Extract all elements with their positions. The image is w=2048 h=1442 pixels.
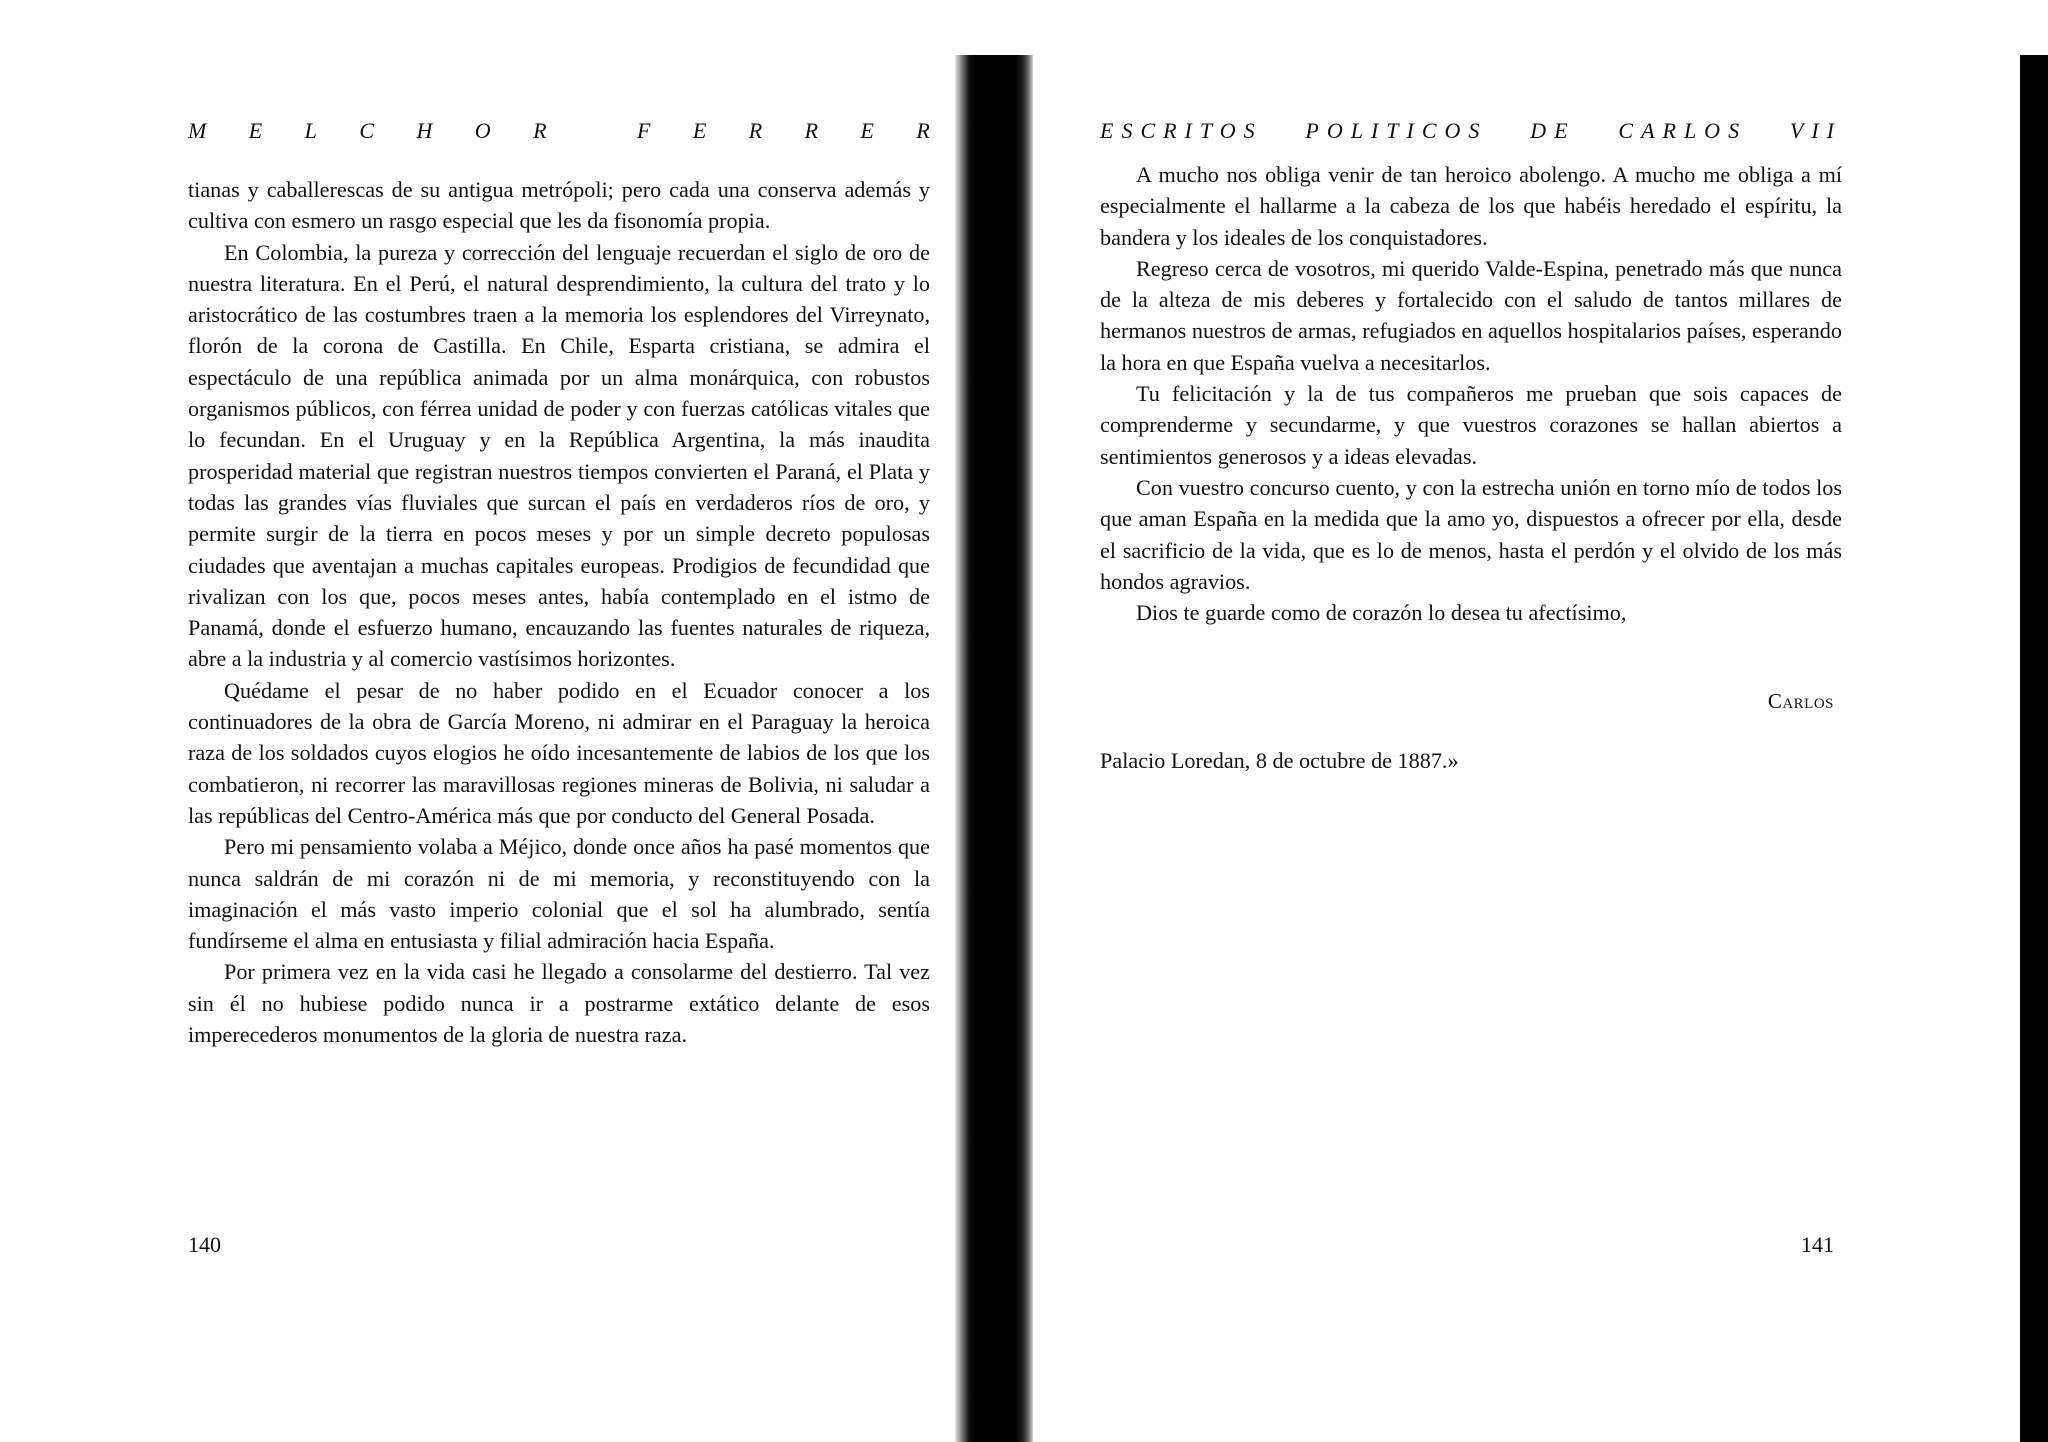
running-head-letter: L (304, 118, 317, 143)
paragraph: tianas y caballerescas de su antigua metrópoli; pero cada una conserva además y cultiva con esmero un rasgo especial que les da fisonomía propia. (188, 177, 930, 234)
running-head-title (1100, 118, 1842, 144)
paragraph: Regreso cerca de vosotros, mi querido Valde-Espina, penetrado más que nunca de la alteza de mis deberes y fortalecido con el saludo de tantos millares de hermanos nuestros de armas, refugiados en aquellos hospitalarios países, esperando la hora en que España vuelva a necesitarlos. (1100, 255, 1842, 375)
running-head-letter: R (916, 118, 930, 143)
running-head-letter: F (636, 118, 651, 143)
paragraph: Pero mi pensamiento volaba a Méjico, donde once años ha pasé momentos que nunca saldrán de mi corazón ni de mi memoria, y reconstituyendo con la imaginación el más vasto imperio colonial que el sol ha alumbrado, sentía fundírseme el alma en entusiasta y filial admiración hacia España. (188, 834, 930, 954)
running-head-word: CARLOS (1618, 118, 1748, 143)
paragraph: Tu felicitación y la de tus compañeros me prueban que sois capaces de comprenderme y secundarme, y que vuestros corazones se hallan abiertos a sentimientos generosos y a ideas elevadas. (1100, 381, 1842, 469)
paragraph: En Colombia, la pureza y corrección del lenguaje recuerdan el siglo de oro de nuestra literatura. En el Perú, el natural desprendimiento, la cultura del trato y lo aristocrático de las costumbres traen a la memoria los esplendores del Virreynato, florón de la corona de Castilla. En Chile, Esparta cristiana, se admira el espectáculo de una república animada por un alma monárquica, con robustos organismos públicos, con férrea unidad de poder y con fuerzas católicas vitales que lo fecundan. En el Uruguay y en la República Argentina, la más inaudita prosperidad material que registran nuestros tiempos convierten el Paraná, el Plata y todas las grandes vías fluviales que surcan el país en verdaderos ríos de oro, y permite surgir de la tierra en pocos meses y por un simple decreto populosas ciudades que aventajan a muchas capitales europeas. Prodigios de fecundidad que rivalizan con los que, pocos meses antes, había contemplado en el istmo de Panamá, donde el esfuerzo humano, encauzando las fuentes naturales de riqueza, abre a la industria y al comercio vastísimos horizontes. (188, 239, 930, 672)
left-body-text (188, 174, 930, 1050)
right-body-text (1100, 159, 1842, 628)
running-head-word: POLITICOS (1305, 118, 1488, 143)
scan-edge (2020, 55, 2048, 1442)
paragraph: A mucho nos obliga venir de tan heroico abolengo. A mucho me obliga a mí especialmente el hallarme a la cabeza de los que habéis heredado el espíritu, la bandera y los ideales de los conquistadores. (1100, 162, 1842, 250)
paragraph: Dios te guarde como de corazón lo desea tu afectísimo, (1136, 600, 1627, 626)
signature: Carlos (1767, 689, 1834, 713)
running-head-letter: R (533, 118, 547, 143)
running-head-letter: E (860, 118, 874, 143)
running-head-letter: E (692, 118, 707, 143)
running-head-letter: R (804, 118, 819, 143)
running-head-word: VII (1789, 118, 1842, 143)
running-head-letter: O (474, 118, 491, 143)
dateline: Palacio Loredan, 8 de octubre de 1887.» (1100, 748, 1459, 773)
paragraph: Con vuestro concurso cuento, y con la estrecha unión en torno mío de todos los que aman España en la medida que la amo yo, dispuestos a ofrecer por ella, desde el sacrificio de la vida, que es lo de menos, hasta el perdón y el olvido de los más hondos agravios. (1100, 474, 1842, 594)
page-number: 140 (188, 1232, 221, 1257)
running-head-letter: H (416, 118, 433, 143)
running-head-letter: M (188, 118, 207, 143)
running-head-word: ESCRITOS (1100, 118, 1263, 143)
paragraph: Por primera vez en la vida casi he llegado a consolarme del destierro. Tal vez sin él no hubiese podido nunca ir a postrarme extático delante de esos imperecederos monumentos de la gloria de nuestra raza. (188, 959, 930, 1048)
running-head-word: DE (1530, 118, 1576, 143)
running-head-letter: C (359, 118, 375, 143)
page-number: 141 (1801, 1232, 1834, 1257)
running-head-letter: E (248, 118, 263, 143)
running-head-space (589, 118, 595, 144)
paragraph: Quédame el pesar de no haber podido en el Ecuador conocer a los continuadores de la obra de García Moreno, ni admirar en el Paraguay la heroica raza de los soldados cuyos elogios he oído incesantemente de labios de los que los combatieron, ni recorrer las maravillosas regiones mineras de Bolivia, ni saludar a las repúblicas del Centro-América más que por conducto del General Posada. (188, 677, 930, 828)
running-head-author (188, 118, 930, 144)
book-gutter (955, 55, 1033, 1442)
running-head-letter: R (748, 118, 763, 143)
